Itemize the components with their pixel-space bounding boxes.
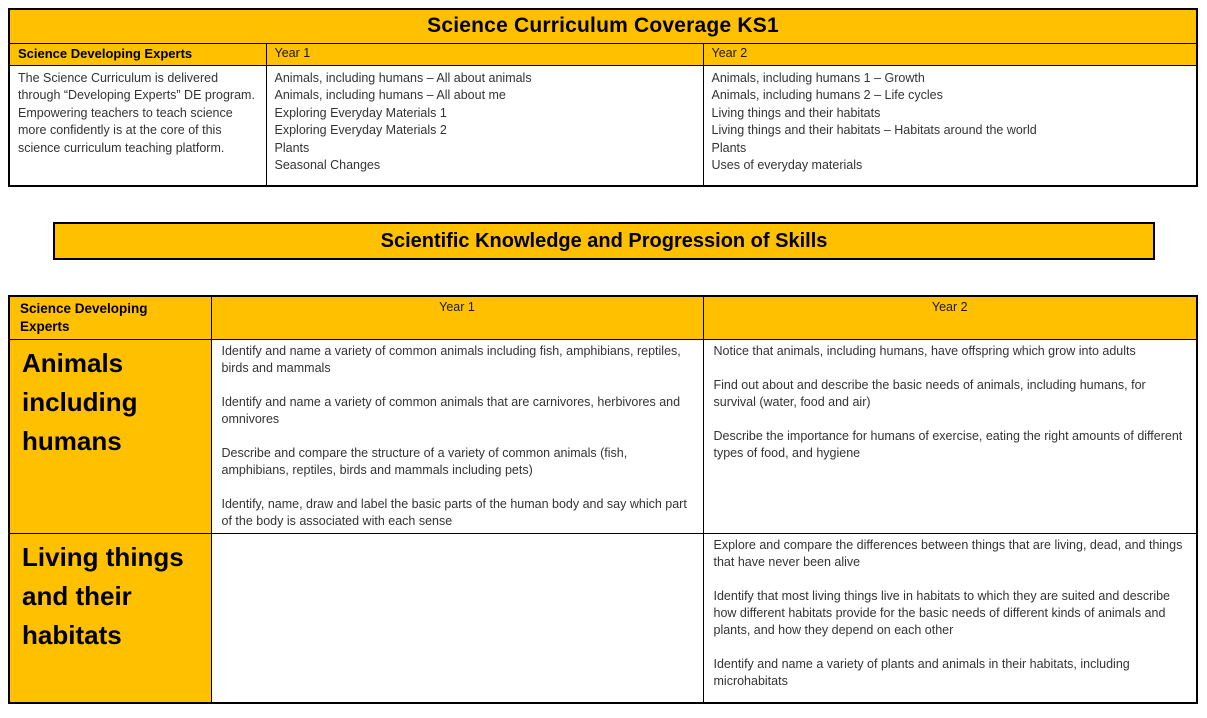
skill-statement: Explore and compare the differences between things that are living, dead, and things that have never been alive — [713, 538, 1183, 569]
animals-year2-cell — [703, 340, 1197, 534]
skill-statement: Describe and compare the structure of a variety of common animals (fish, amphibians, reptiles, birds and mammals including pets) — [221, 446, 628, 477]
unit-item: Uses of everyday materials — [711, 158, 863, 172]
topic-cell-animals-including-humans: Animals including humans — [9, 340, 211, 534]
skills-table — [8, 295, 1198, 704]
coverage-body-row — [9, 65, 1197, 186]
coverage-table — [8, 8, 1198, 187]
skill-statement: Identify and name a variety of plants and animals in their habitats, including microhabitats — [713, 657, 1130, 688]
skills-header-year1: Year 1 — [211, 296, 703, 340]
coverage-header-year2: Year 2 — [703, 43, 1197, 65]
skill-statement: Identify, name, draw and label the basic parts of the human body and say which part of the body is associated with each sense — [221, 497, 687, 528]
coverage-header-sde: Science Developing Experts — [9, 43, 266, 65]
coverage-header-year1: Year 1 — [266, 43, 703, 65]
animals-year1-cell — [211, 340, 703, 534]
skill-statement: Find out about and describe the basic needs of animals, including humans, for survival (water, food and air) — [713, 378, 1146, 409]
unit-item: Living things and their habitats – Habitats around the world — [711, 123, 1037, 137]
coverage-header-row — [9, 43, 1197, 65]
unit-item: Animals, including humans – All about me — [274, 88, 506, 102]
intro-paragraph: The Science Curriculum is delivered through “Developing Experts” DE program. — [18, 70, 255, 102]
unit-item: Living things and their habitats — [711, 105, 881, 120]
page-title: Science Curriculum Coverage KS1 — [9, 9, 1197, 43]
skill-statement: Notice that animals, including humans, have offspring which grow into adults — [713, 344, 1136, 358]
unit-item: Exploring Everyday Materials 1 — [274, 105, 447, 120]
skill-statement: Identify that most living things live in habitats to which they are suited and describe how different habitats provide for the basic needs of different kinds of animals and plants, and how they depend on each other — [713, 589, 1171, 637]
unit-item: Seasonal Changes — [274, 158, 381, 172]
topic-cell-living-things-habitats: Living things and their habitats — [9, 534, 211, 703]
coverage-intro-cell — [9, 65, 266, 186]
skills-section-banner: Scientific Knowledge and Progression of Skills — [53, 222, 1155, 260]
unit-item: Animals, including humans 1 – Growth — [711, 70, 925, 85]
unit-item: Plants — [274, 140, 310, 155]
coverage-year2-units — [703, 65, 1197, 186]
coverage-title-row — [9, 9, 1197, 43]
intro-paragraph: Empowering teachers to teach science more confidently is at the core of this science curriculum teaching platform. — [18, 105, 233, 155]
skill-statement: Identify and name a variety of common animals that are carnivores, herbivores and omnivores — [221, 395, 681, 426]
unit-item: Animals, including humans 2 – Life cycles — [711, 88, 943, 102]
skills-header-year2: Year 2 — [703, 296, 1197, 340]
unit-item: Animals, including humans – All about animals — [274, 70, 532, 85]
living-things-year1-cell — [211, 534, 703, 703]
coverage-year1-units — [266, 65, 703, 186]
unit-item: Exploring Everyday Materials 2 — [274, 123, 447, 137]
skills-header-row — [9, 296, 1197, 340]
skill-statement: Identify and name a variety of common animals including fish, amphibians, reptiles, birds and mammals — [221, 344, 681, 375]
living-things-year2-cell — [703, 534, 1197, 703]
table-row-living-things — [9, 534, 1197, 703]
skill-statement: Describe the importance for humans of exercise, eating the right amounts of different types of food, and hygiene — [713, 429, 1183, 460]
table-row-animals — [9, 340, 1197, 534]
skills-header-sde: Science Developing Experts — [9, 296, 211, 340]
unit-item: Plants — [711, 140, 747, 155]
